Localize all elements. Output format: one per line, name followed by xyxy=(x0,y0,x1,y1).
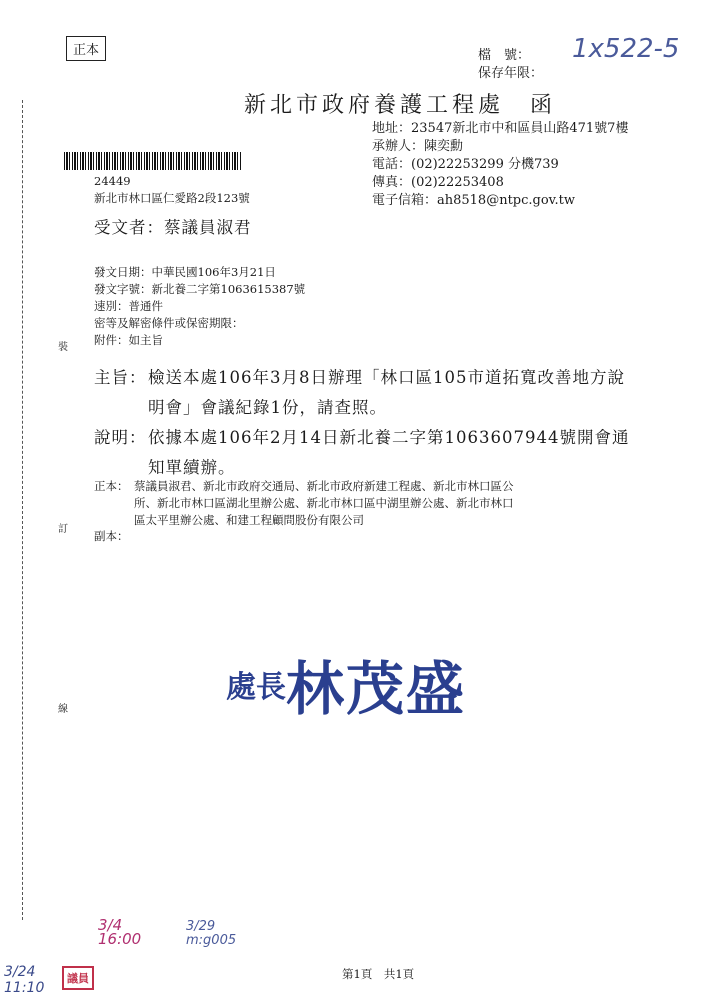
attachment: 附件：如主旨 xyxy=(94,333,163,347)
issue-number: 發文字號：新北養二字第1063615387號 xyxy=(94,282,306,296)
subject-line-2: 明會」會議紀錄1份，請查照。 xyxy=(148,398,387,417)
recipient-address: 新北市林口區仁愛路2段123號 xyxy=(94,191,250,205)
subject-label: 主旨： xyxy=(94,368,147,387)
handwritten-note-corner xyxy=(4,964,44,996)
agency-address: 地址：23547新北市中和區員山路471號7樓 xyxy=(372,121,629,136)
subject-line-1: 檢送本處106年3月8日辦理「林口區105市道拓寬改善地方說 xyxy=(148,368,625,387)
document-meta xyxy=(94,264,305,349)
copy-label: 正本 xyxy=(66,36,106,61)
original-recipients xyxy=(134,478,514,529)
cc-label: 副本： xyxy=(94,529,129,543)
agency-contact-person: 承辦人：陳奕勳 xyxy=(372,139,464,154)
agency-info xyxy=(372,120,628,210)
original-line-2: 所、新北市林口區湖北里辦公處、新北市林口區中湖里辦公處、新北市林口 xyxy=(134,496,514,510)
barcode xyxy=(64,152,242,170)
explain-line-2: 知單續辦。 xyxy=(148,458,236,477)
side-mark-line: 線 xyxy=(58,704,68,715)
side-mark-staple: 訂 xyxy=(58,524,68,535)
urgency: 速別：普通件 xyxy=(94,299,163,313)
handwritten-fraction: 3/4 xyxy=(98,916,123,934)
agency-email: 電子信箱：ah8518@ntpc.gov.tw xyxy=(372,193,575,208)
retention-label: 保存年限： xyxy=(478,66,544,81)
handwritten-date: 3/29 xyxy=(186,919,216,934)
seal-title: 處長 xyxy=(226,670,286,705)
file-no-value: 1x522-5 xyxy=(572,34,680,64)
postal-code: 24449 xyxy=(94,174,131,188)
agency-title: 新北市政府養護工程處 函 xyxy=(244,93,557,118)
original-line-1: 蔡議員淑君、新北市政府交通局、新北市政府新建工程處、新北市林口區公 xyxy=(134,479,514,493)
binding-line xyxy=(22,100,23,920)
red-stamp: 議員 xyxy=(62,966,94,990)
issue-date: 發文日期：中華民國106年3月21日 xyxy=(94,265,276,279)
handwritten-code: m:g005 xyxy=(186,933,237,948)
agency-phone: 電話：(02)22253299 分機739 xyxy=(372,157,559,172)
confidentiality: 密等及解密條件或保密期限： xyxy=(94,316,244,330)
recipient: 受文者：蔡議員淑君 xyxy=(94,218,252,237)
handwritten-corner-time: 11:10 xyxy=(4,980,45,996)
page-footer: 第1頁 共1頁 xyxy=(342,967,415,981)
original-label: 正本： xyxy=(94,479,129,493)
handwritten-note-receipt xyxy=(186,920,236,948)
side-mark-bind: 裝 xyxy=(58,342,68,353)
handwritten-note-pink xyxy=(98,918,141,946)
seal-name: 林茂盛 xyxy=(286,655,467,723)
agency-fax: 傳真：(02)22253408 xyxy=(372,175,504,190)
handwritten-corner-date: 3/24 xyxy=(4,964,36,980)
handwritten-time: 16:00 xyxy=(98,930,142,948)
explain-line-1: 依據本處106年2月14日新北養二字第1063607944號開會通 xyxy=(148,428,630,447)
explain-label: 說明： xyxy=(94,428,147,447)
file-no-label: 檔 號： xyxy=(478,48,531,63)
original-line-3: 區太平里辦公處、和建工程顧問股份有限公司 xyxy=(134,513,364,527)
